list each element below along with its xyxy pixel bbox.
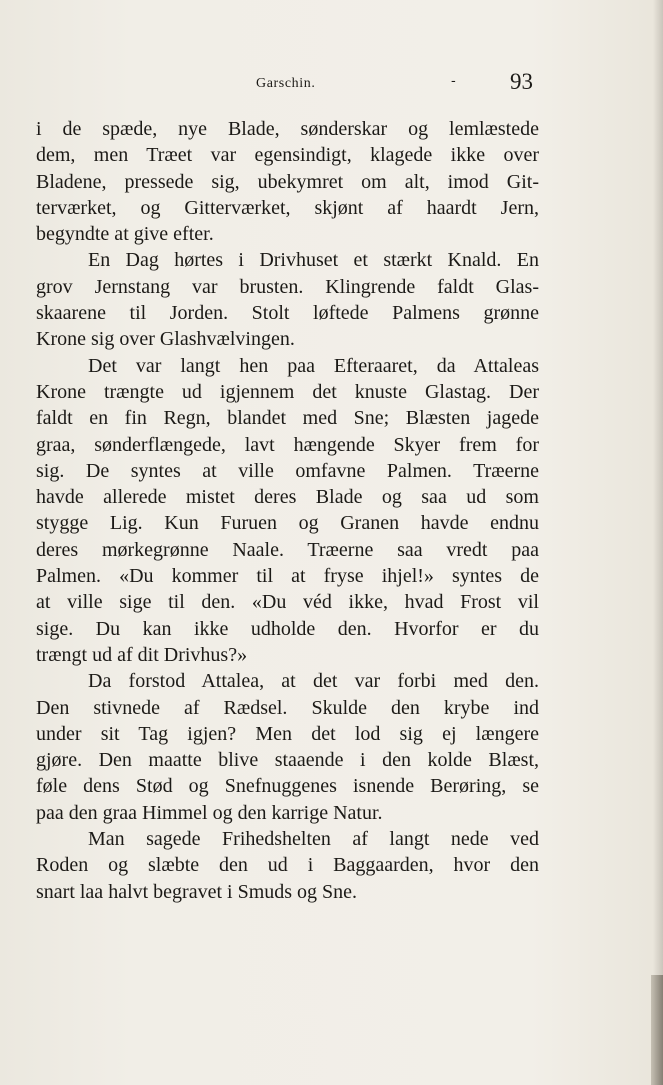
header-dash: - (451, 73, 456, 89)
text-line: føle dens Stød og Snefnuggenes isnende Berøring, se (36, 775, 539, 798)
text-line: snart laa halvt begravet i Smuds og Sne. (36, 880, 358, 903)
text-line: graa, sønderflængede, lavt hængende Skyer frem for (36, 433, 539, 456)
text-line: En Dag hørtes i Drivhuset et stærkt Knald. En (88, 249, 539, 272)
text-line: faldt en fin Regn, blandet med Sne; Blæsten jagede (36, 407, 539, 430)
text-line: Da forstod Attalea, at det var forbi med den. (88, 670, 539, 693)
text-line: sig. De syntes at ville omfavne Palmen. Træerne (36, 459, 539, 482)
text-line: Krone sig over Glashvælvingen. (36, 328, 295, 351)
body-text (36, 116, 539, 905)
text-line: under sit Tag igjen? Men det lod sig ej længere (36, 722, 539, 745)
text-line: i de spæde, nye Blade, sønderskar og lemlæstede (36, 118, 539, 140)
text-line: Bladene, pressede sig, ubekymret om alt, imod Git- (36, 170, 539, 193)
text-line: begyndte at give efter. (36, 223, 214, 246)
text-line: Man sagede Frihedshelten af langt nede ved (88, 828, 539, 851)
text-line: paa den graa Himmel og den karrige Natur. (36, 801, 383, 824)
page-header (36, 66, 539, 102)
text-line: Roden og slæbte den ud i Baggaarden, hvor den (36, 854, 539, 877)
text-line: trængt ud af dit Drivhus?» (36, 643, 248, 666)
text-line: Palmen. «Du kommer til at fryse ihjel!» syntes de (36, 565, 539, 588)
text-line: at ville sige til den. «Du véd ikke, hvad Frost vil (36, 591, 539, 614)
text-line: Den stivnede af Rædsel. Skulde den krybe ind (36, 696, 539, 719)
page-edge-shadow (653, 0, 663, 1085)
text-line: dem, men Træet var egensindigt, klagede ikke over (36, 144, 539, 167)
text-line: havde allerede mistet deres Blade og saa ud som (36, 486, 539, 509)
text-line: Krone trængte ud igjennem det knuste Glastag. Der (36, 380, 539, 403)
running-head: Garschin. (256, 76, 316, 91)
text-line: sige. Du kan ikke udholde den. Hvorfor er du (36, 617, 539, 640)
page-number: 93 (510, 69, 533, 94)
text-line: deres mørkegrønne Naale. Træerne saa vredt paa (36, 538, 539, 561)
text-line: skaarene til Jorden. Stolt løftede Palmens grønne (36, 302, 539, 325)
text-line: Det var langt hen paa Efteraaret, da Attaleas (88, 354, 539, 377)
text-line: stygge Lig. Kun Furuen og Granen havde endnu (36, 512, 539, 535)
page-corner-scan-mark (651, 975, 663, 1085)
text-line: terværket, og Gitterværket, skjønt af haardt Jern, (36, 196, 539, 219)
text-line: gjøre. Den maatte blive staaende i den kolde Blæst, (36, 749, 539, 772)
text-line: grov Jernstang var brusten. Klingrende faldt Glas- (36, 275, 539, 298)
